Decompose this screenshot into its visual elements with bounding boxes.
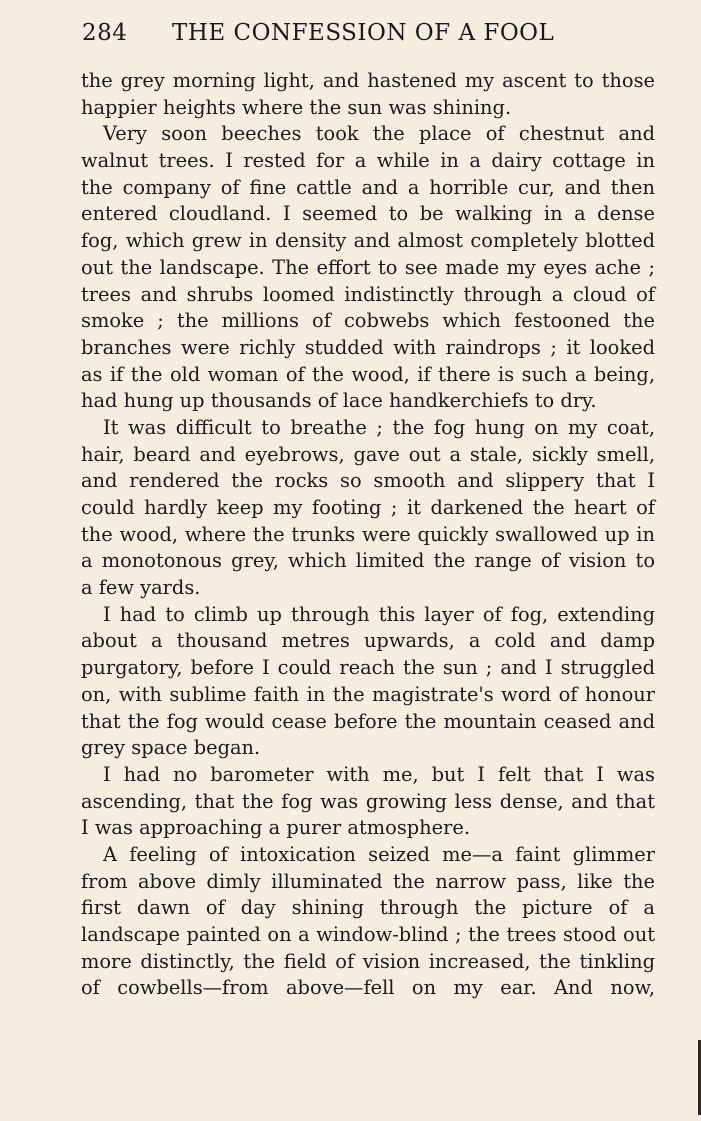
text-line: branches were richly studded with raindrops ; it looked xyxy=(81,335,655,359)
page-header xyxy=(82,20,654,52)
text-line: on, with sublime faith in the magistrate's word of honour xyxy=(81,682,655,706)
running-title: THE CONFESSION OF A FOOL xyxy=(172,20,555,46)
text-line: fog, which grew in density and almost completely blotted xyxy=(81,229,655,253)
text-line: entered cloudland. I seemed to be walking in a dense xyxy=(81,202,655,226)
text-line: out the landscape. The effort to see made my eyes ache ; xyxy=(81,255,655,279)
text-line: could hardly keep my footing ; it darkened the heart of xyxy=(81,496,655,519)
text-line: happier heights where the sun was shining. xyxy=(81,95,512,119)
text-line: trees and shrubs loomed indistinctly through a cloud of xyxy=(81,282,655,306)
text-line: the grey morning light, and hastened my ascent to those xyxy=(81,69,655,92)
text-line: purgatory, before I could reach the sun ; and I struggled xyxy=(81,656,655,680)
text-line: grey space began. xyxy=(81,736,261,760)
text-line: landscape painted on a window-blind ; the trees stood out xyxy=(81,923,655,946)
text-line: had hung up thousands of lace handkerchiefs to dry. xyxy=(81,389,597,413)
text-line: I had no barometer with me, but I felt that I was xyxy=(103,762,655,786)
text-line: as if the old woman of the wood, if there is such a being, xyxy=(81,362,655,386)
text-line: A feeling of intoxication seized me—a faint glimmer xyxy=(103,842,655,866)
text-line: hair, beard and eyebrows, gave out a stale, sickly smell, xyxy=(81,442,655,466)
text-line: It was difficult to breathe ; the fog hung on my coat, xyxy=(103,415,655,439)
text-line: ascending, that the fog was growing less dense, and that xyxy=(81,789,655,813)
text-line: a monotonous grey, which limited the range of vision to xyxy=(81,549,655,573)
text-line: and rendered the rocks so smooth and slippery that I xyxy=(81,469,655,493)
text-line: of cowbells—from above—fell on my ear. And now, xyxy=(81,976,655,1000)
text-line: first dawn of day shining through the picture of a xyxy=(81,896,655,920)
text-line: the company of fine cattle and a horrible cur, and then xyxy=(81,175,655,199)
text-line: smoke ; the millions of cobwebs which festooned the xyxy=(81,309,655,333)
text-line: more distinctly, the field of vision increased, the tinkling xyxy=(81,949,655,973)
text-line: I was approaching a purer atmosphere. xyxy=(81,816,471,840)
text-line: walnut trees. I rested for a while in a dairy cottage in xyxy=(81,149,655,173)
text-line: the wood, where the trunks were quickly swallowed up in xyxy=(81,522,655,546)
page-number: 284 xyxy=(82,20,128,46)
body-text xyxy=(81,68,655,1002)
text-line: from above dimly illuminated the narrow pass, like the xyxy=(81,869,655,893)
text-line: that the fog would cease before the mountain ceased and xyxy=(81,709,655,733)
text-line: a few yards. xyxy=(81,576,201,600)
text-line: Very soon beeches took the place of chestnut and xyxy=(103,122,655,146)
text-line: about a thousand metres upwards, a cold and damp xyxy=(81,629,655,653)
text-line: I had to climb up through this layer of fog, extending xyxy=(103,602,655,626)
